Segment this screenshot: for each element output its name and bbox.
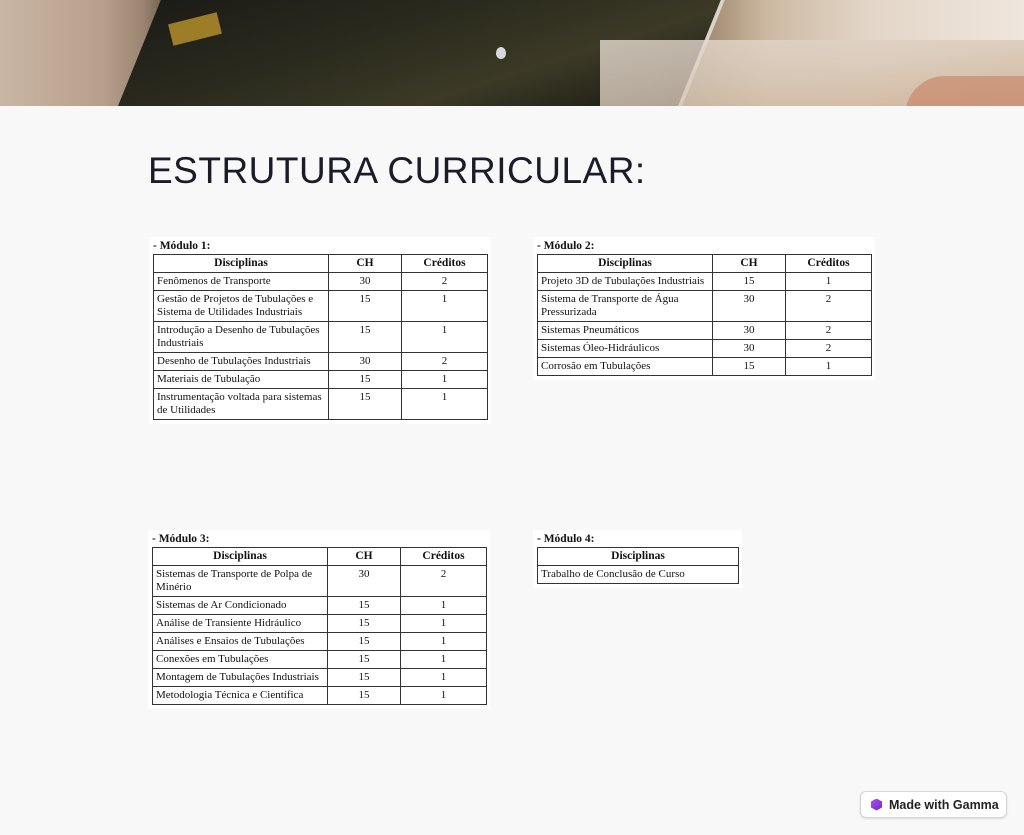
- table-row: [538, 273, 872, 291]
- table-row: [154, 389, 488, 420]
- cell-disciplina: Análises e Ensaios de Tubulações: [153, 633, 328, 651]
- page-title: ESTRUTURA CURRICULAR:: [148, 150, 646, 191]
- cell-ch: 30: [329, 353, 402, 371]
- col-creditos: Créditos: [402, 255, 488, 273]
- cell-ch: 30: [328, 566, 401, 597]
- cell-ch: 15: [329, 291, 402, 322]
- cell-disciplina: Análise de Transiente Hidráulico: [153, 615, 328, 633]
- cell-ch: 15: [329, 389, 402, 420]
- cell-disciplina: Sistema de Transporte de Água Pressurizada: [538, 291, 713, 322]
- cell-disciplina: Instrumentação voltada para sistemas de Utilidades: [154, 389, 329, 420]
- cell-creditos: 2: [402, 353, 488, 371]
- made-with-gamma-label: Made with Gamma: [889, 797, 999, 812]
- module-table: [537, 254, 872, 376]
- table-row: [153, 687, 487, 705]
- table-row: [154, 273, 488, 291]
- cell-creditos: 1: [401, 615, 487, 633]
- table-row: [153, 633, 487, 651]
- table-row: [538, 566, 739, 584]
- col-ch: CH: [329, 255, 402, 273]
- table-row: [153, 651, 487, 669]
- cell-ch: 15: [328, 633, 401, 651]
- cell-disciplina: Introdução a Desenho de Tubulações Industriais: [154, 322, 329, 353]
- module-table: [153, 254, 488, 420]
- table-row: [153, 566, 487, 597]
- cell-creditos: 1: [786, 273, 872, 291]
- table-header-row: [538, 548, 739, 566]
- cell-ch: 15: [713, 273, 786, 291]
- cell-ch: 15: [329, 322, 402, 353]
- table-row: [153, 615, 487, 633]
- cell-disciplina: Sistemas de Transporte de Polpa de Minério: [153, 566, 328, 597]
- cell-creditos: 1: [786, 358, 872, 376]
- cell-ch: 15: [328, 651, 401, 669]
- cell-creditos: 1: [401, 669, 487, 687]
- cell-creditos: 1: [401, 687, 487, 705]
- cell-creditos: 2: [786, 291, 872, 322]
- table-row: [154, 371, 488, 389]
- cell-creditos: 1: [402, 322, 488, 353]
- module-title: - Módulo 4:: [537, 533, 595, 545]
- table-row: [154, 322, 488, 353]
- module-table: [152, 547, 487, 705]
- made-with-gamma-button[interactable]: [860, 791, 1007, 818]
- header-photo: [0, 0, 1024, 106]
- table-row: [154, 291, 488, 322]
- cell-disciplina: Sistemas Óleo-Hidráulicos: [538, 340, 713, 358]
- cell-disciplina: Trabalho de Conclusão de Curso: [538, 566, 739, 584]
- table-row: [153, 597, 487, 615]
- col-disciplinas: Disciplinas: [154, 255, 329, 273]
- cell-creditos: 1: [402, 389, 488, 420]
- col-creditos: Créditos: [401, 548, 487, 566]
- cell-disciplina: Montagem de Tubulações Industriais: [153, 669, 328, 687]
- table-row: [154, 353, 488, 371]
- col-disciplinas: Disciplinas: [153, 548, 328, 566]
- cell-disciplina: Sistemas de Ar Condicionado: [153, 597, 328, 615]
- col-creditos: Créditos: [786, 255, 872, 273]
- cell-creditos: 1: [401, 633, 487, 651]
- table-header-row: [153, 548, 487, 566]
- module-4: [533, 530, 742, 588]
- cell-ch: 30: [713, 291, 786, 322]
- cell-creditos: 1: [401, 597, 487, 615]
- cell-ch: 15: [328, 615, 401, 633]
- cell-disciplina: Sistemas Pneumáticos: [538, 322, 713, 340]
- module-title: - Módulo 3:: [152, 533, 210, 545]
- module-title: - Módulo 2:: [537, 240, 595, 252]
- table-header-row: [538, 255, 872, 273]
- table-row: [153, 669, 487, 687]
- col-disciplinas: Disciplinas: [538, 255, 713, 273]
- apple-logo-icon: [496, 47, 506, 59]
- cell-creditos: 2: [786, 340, 872, 358]
- col-disciplinas: Disciplinas: [538, 548, 739, 566]
- cell-creditos: 2: [786, 322, 872, 340]
- cell-ch: 15: [328, 669, 401, 687]
- cell-ch: 15: [328, 687, 401, 705]
- cell-disciplina: Desenho de Tubulações Industriais: [154, 353, 329, 371]
- cell-creditos: 2: [402, 273, 488, 291]
- cell-disciplina: Materiais de Tubulação: [154, 371, 329, 389]
- cell-ch: 15: [329, 371, 402, 389]
- col-ch: CH: [328, 548, 401, 566]
- cell-creditos: 2: [401, 566, 487, 597]
- gamma-gem-icon: [871, 799, 882, 811]
- module-1: [149, 237, 491, 424]
- module-title: - Módulo 1:: [153, 240, 211, 252]
- table-header-row: [154, 255, 488, 273]
- cell-disciplina: Projeto 3D de Tubulações Industriais: [538, 273, 713, 291]
- cell-ch: 30: [713, 340, 786, 358]
- cell-creditos: 1: [402, 291, 488, 322]
- cell-disciplina: Gestão de Projetos de Tubulações e Sistema de Utilidades Industriais: [154, 291, 329, 322]
- cell-creditos: 1: [401, 651, 487, 669]
- table-row: [538, 291, 872, 322]
- cell-disciplina: Corrosão em Tubulações: [538, 358, 713, 376]
- cell-disciplina: Conexões em Tubulações: [153, 651, 328, 669]
- table-row: [538, 358, 872, 376]
- table-row: [538, 340, 872, 358]
- table-row: [538, 322, 872, 340]
- module-table: [537, 547, 739, 584]
- module-2: [533, 237, 875, 380]
- cell-disciplina: Metodologia Técnica e Científica: [153, 687, 328, 705]
- cell-ch: 15: [328, 597, 401, 615]
- cell-creditos: 1: [402, 371, 488, 389]
- cell-disciplina: Fenômenos de Transporte: [154, 273, 329, 291]
- cell-ch: 30: [713, 322, 786, 340]
- cell-ch: 15: [713, 358, 786, 376]
- module-3: [148, 530, 490, 709]
- cell-ch: 30: [329, 273, 402, 291]
- col-ch: CH: [713, 255, 786, 273]
